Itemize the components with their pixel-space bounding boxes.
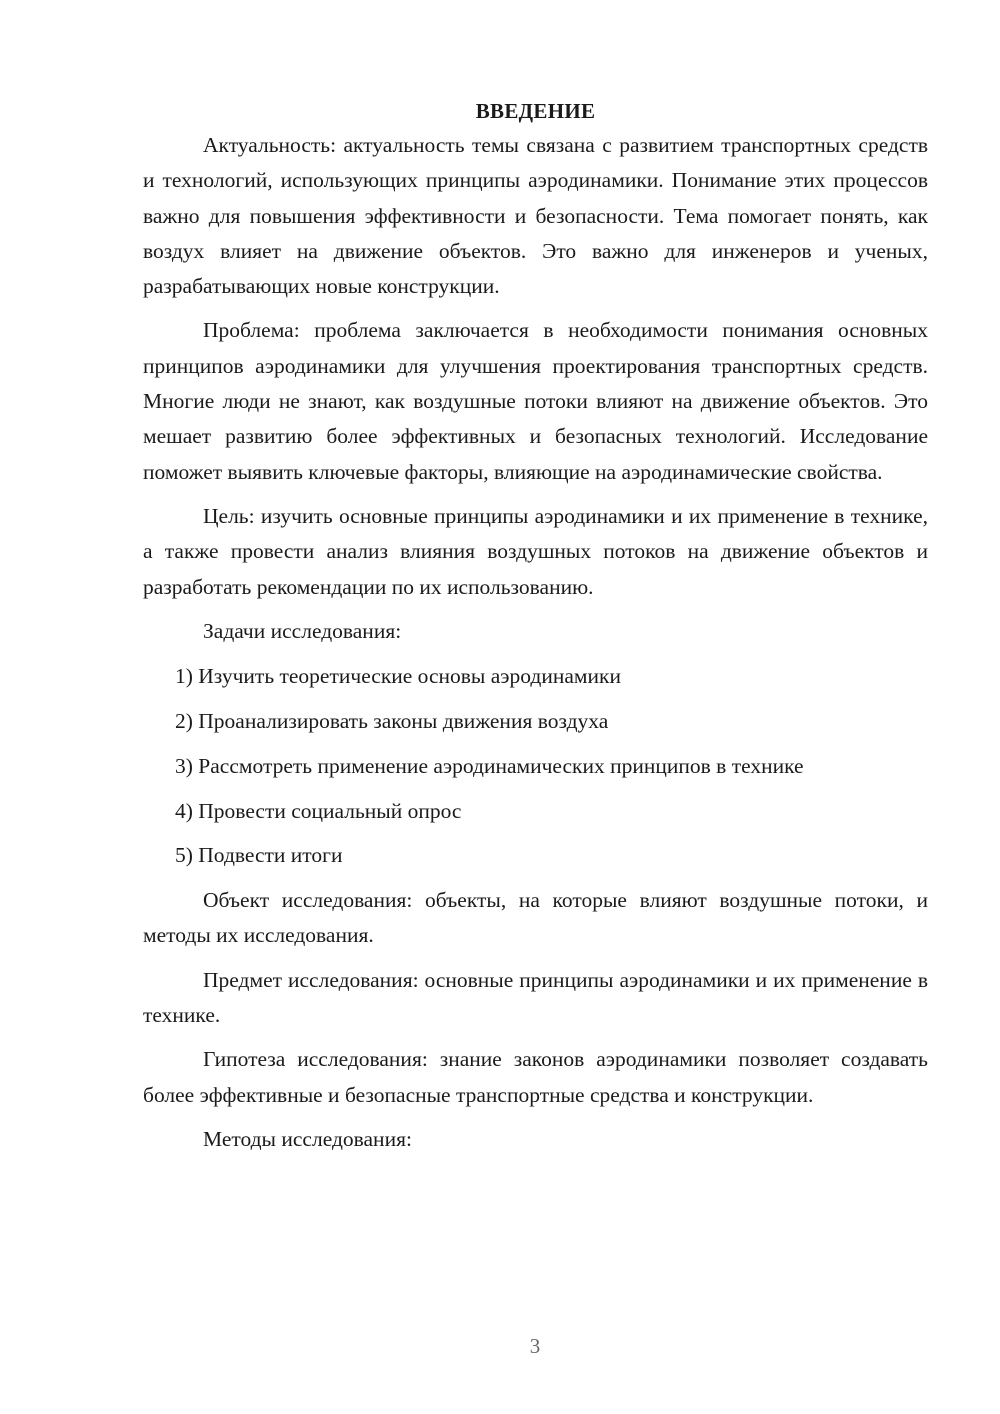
paragraph-relevance: Актуальность: актуальность темы связана с развитием транспортных средств и технологий, использующих принципы аэродинамики. Понимание этих процессов важно для повышения эффективности и безопасности. Тема помогает понять, как воздух влияет на движение объектов. Это важно для инженеров и ученых, разрабатывающих новые конструкции. — [143, 133, 928, 299]
list-item: 3) Рассмотреть применение аэродинамических принципов в технике — [175, 753, 804, 778]
list-item: 4) Провести социальный опрос — [175, 798, 462, 823]
tasks-heading: Задачи исследования: — [203, 618, 402, 643]
paragraph-object: Объект исследования: объекты, на которые влияют воздушные потоки, и методы их исследования. — [143, 888, 928, 948]
paragraph-goal: Цель: изучить основные принципы аэродинамики и их применение в технике, а также провести анализ влияния воздушных потоков на движение объектов и разработать рекомендации по их использованию. — [143, 503, 928, 599]
document-page — [143, 96, 928, 1166]
list-item: 1) Изучить теоретические основы аэродинамики — [175, 664, 621, 689]
paragraph-subject: Предмет исследования: основные принципы аэродинамики и их применение в технике. — [143, 967, 928, 1028]
list-item: 2) Проанализировать законы движения воздуха — [175, 708, 609, 733]
tasks-list — [143, 659, 928, 873]
paragraph-problem: Проблема: проблема заключается в необходимости понимания основных принципов аэродинамики для улучшения проектирования транспортных средств. Многие люди не знают, как воздушные потоки влияют на движение объектов. Это мешает развитию более эффективных и безопасных технологий. Исследование поможет выявить ключевые факторы, влияющие на аэродинамические свойства. — [143, 318, 928, 484]
page-number: 3 — [529, 1334, 541, 1358]
methods-heading: Методы исследования: — [203, 1126, 412, 1151]
section-title: ВВЕДЕНИЕ — [475, 99, 596, 123]
paragraph-hypothesis: Гипотеза исследования: знание законов аэродинамики позволяет создавать более эффективные и безопасные транспортные средства и конструкции. — [143, 1047, 928, 1107]
list-item: 5) Подвести итоги — [175, 843, 343, 868]
